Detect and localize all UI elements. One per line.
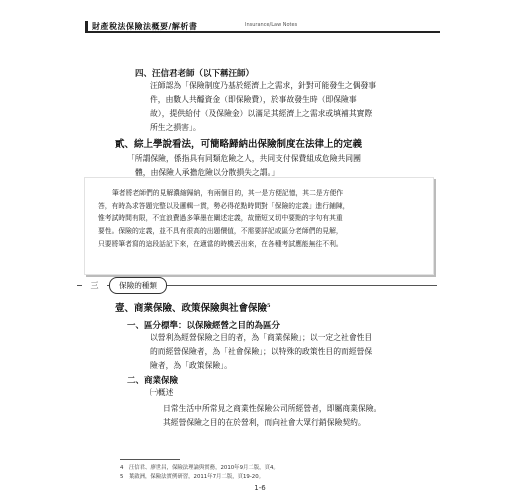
page-header: [85, 21, 440, 33]
section4-line: 件，由數人共醵資金（即保險費），於事故發生時（即保險事: [150, 95, 357, 104]
item2-subheading: ㈠概述: [150, 388, 174, 397]
item2-heading: 二、商業保險: [127, 376, 179, 386]
section4-heading: 四、汪信君老師（以下稱汪師）: [135, 69, 255, 79]
header-subtitle: Insurance/Law Notes: [245, 22, 298, 28]
header-rule: [85, 31, 440, 33]
note-line: 筆者將老師們的見解濃縮歸納，有兩個目的，其一是方便記憶，其二是方便作: [112, 189, 344, 197]
item1-line: 的而經營保險者，為「社會保險」；以特殊的政策性目的而經營保: [150, 347, 373, 356]
note-line: 要性。保險的定義，並不具有很高的出題價值，不需要詳記或區分老師們的見解，: [98, 227, 343, 236]
footnote: 4 汪信君、廖世昌，保險法理論與實務，2010年9月二版，頁4。: [120, 465, 279, 471]
note-line: 只要將筆者寫的這段話記下來，在適當的時機丟出來，在各種考試應能無往不利。: [98, 239, 343, 248]
note-line: 惟考試時間有限，不宜浪費過多筆墨在闡述定義，故簡短又切中要點的字句有其重: [98, 214, 343, 223]
header-title: 財產稅法保險法概要/解析書: [92, 22, 198, 31]
section-a-heading-text: 壹、商業保險、政策保險與社會保險: [115, 303, 268, 314]
item2-line: 日常生活中所常見之商業性保險公司所經營者，即屬商業保險。: [163, 404, 382, 413]
section-b-line: 體，由保險人承擔危險以分散損失之謂。」: [135, 168, 280, 177]
page-number: 1-6: [254, 484, 266, 492]
section-b-line: 「所謂保險，係指具有同類危險之人，共同支付保費組成危險共同團: [127, 154, 361, 163]
item1-line: 以營利為經營保險之目的者，為「商業保險」；以一定之社會性目: [150, 333, 373, 342]
section-divider: [77, 273, 437, 297]
footnote-ref: 5: [267, 302, 271, 309]
author-note-box: [84, 177, 434, 275]
section4-line: 故），提供給付（及保險金）以滿足其經濟上之需求或填補其實際: [150, 109, 373, 118]
footnote: 5 葉啟洲，保險法實例研習，2011年7月二版，頁19-20。: [120, 474, 265, 480]
note-line: 答，有時為求答題完整以及邏輯一貫，勢必得花點時間對「保險的定義」進行鋪陳，: [98, 201, 350, 210]
section4-line: 所生之損害」。: [150, 123, 201, 132]
footnote-rule: [120, 459, 180, 460]
section-b-heading: 貳、綜上學說看法，可簡略歸納出保險制度在法律上的定義: [115, 139, 363, 150]
section4-line: 汪師認為「保險制度乃基於經濟上之需求，針對可能發生之偶發事: [150, 81, 377, 90]
item1-line: 險者，為「政策保險」。: [150, 361, 232, 370]
item1-heading: 一、區分標準：以保險經營之目的為區分: [127, 321, 281, 331]
section-number: 三: [82, 279, 107, 292]
author-note-text: [98, 187, 349, 251]
section-title: 保險的種類: [109, 277, 167, 294]
section-a-heading: [115, 300, 271, 314]
item2-line: 其經營保險之目的在於營利，而向社會大眾行銷保險契約。: [163, 418, 366, 427]
